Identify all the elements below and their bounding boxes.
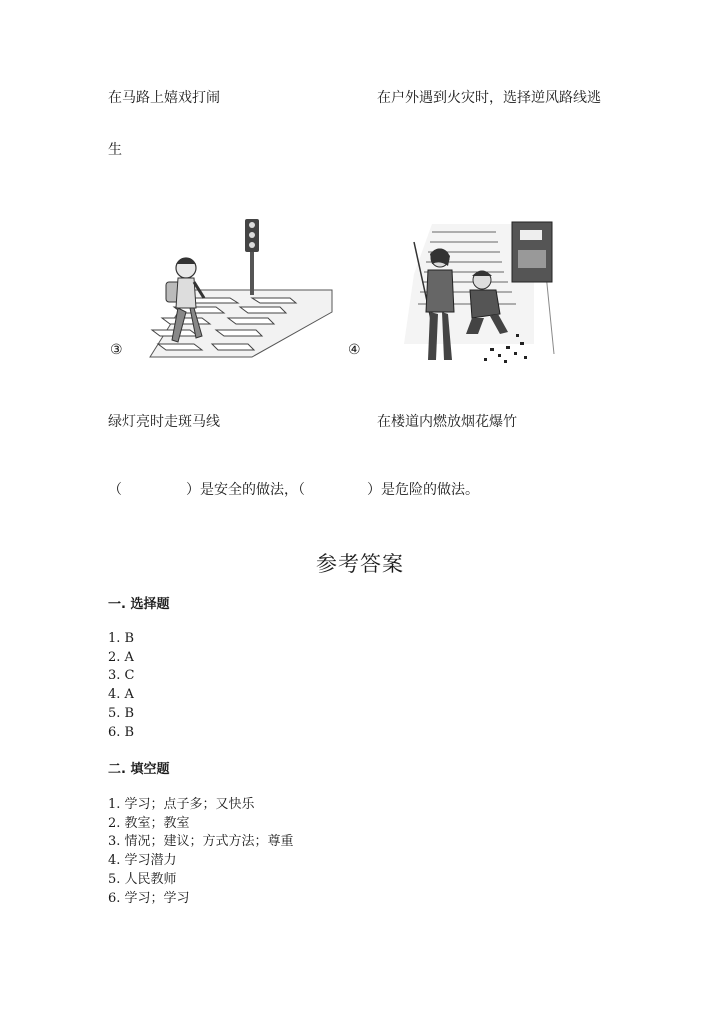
caption-green-light-crossing: 绿灯亮时走斑马线 xyxy=(108,414,220,430)
list-item: 5. 人民教师 xyxy=(108,871,177,887)
list-item: 6. B xyxy=(108,724,135,740)
section-heading-choice: 一. 选择题 xyxy=(108,597,170,612)
caption-playing-on-road: 在马路上嬉戏打闹 xyxy=(108,90,220,106)
picture-number-4: ④ xyxy=(348,342,361,358)
blank-danger-close: ）是危险的做法。 xyxy=(367,482,479,498)
answer-key-title: 参考答案 xyxy=(316,552,404,576)
caption-fire-escape-wrap: 生 xyxy=(108,142,122,158)
fill-answer-list xyxy=(108,796,294,908)
fill-in-sentence xyxy=(108,481,479,499)
blank-danger-open: （ xyxy=(298,482,305,498)
list-item: 2. 教室；教室 xyxy=(108,815,190,831)
list-item: 5. B xyxy=(108,705,135,721)
section-heading-fill: 二. 填空题 xyxy=(108,762,170,777)
choice-answer-list xyxy=(108,630,134,742)
firecrackers-stairwell-illustration xyxy=(404,214,559,369)
list-item: 3. C xyxy=(108,668,135,684)
list-item: 4. A xyxy=(108,687,134,703)
list-item: 2. A xyxy=(108,649,134,665)
zebra-crossing-illustration xyxy=(132,212,337,367)
list-item: 4. 学习潜力 xyxy=(108,853,177,869)
picture-number-3: ③ xyxy=(110,342,123,358)
caption-fire-escape: 在户外遇到火灾时，选择逆风路线逃 xyxy=(377,90,601,106)
blank-safe-close: ）是安全的做法， xyxy=(186,482,298,498)
blank-safe-open: （ xyxy=(108,482,122,498)
list-item: 1. 学习；点子多；又快乐 xyxy=(108,797,255,812)
caption-firecrackers-stairwell: 在楼道内燃放烟花爆竹 xyxy=(377,414,517,430)
list-item: 1. B xyxy=(108,631,135,646)
list-item: 3. 情况；建议；方式方法；尊重 xyxy=(108,834,294,850)
list-item: 6. 学习；学习 xyxy=(108,890,190,906)
